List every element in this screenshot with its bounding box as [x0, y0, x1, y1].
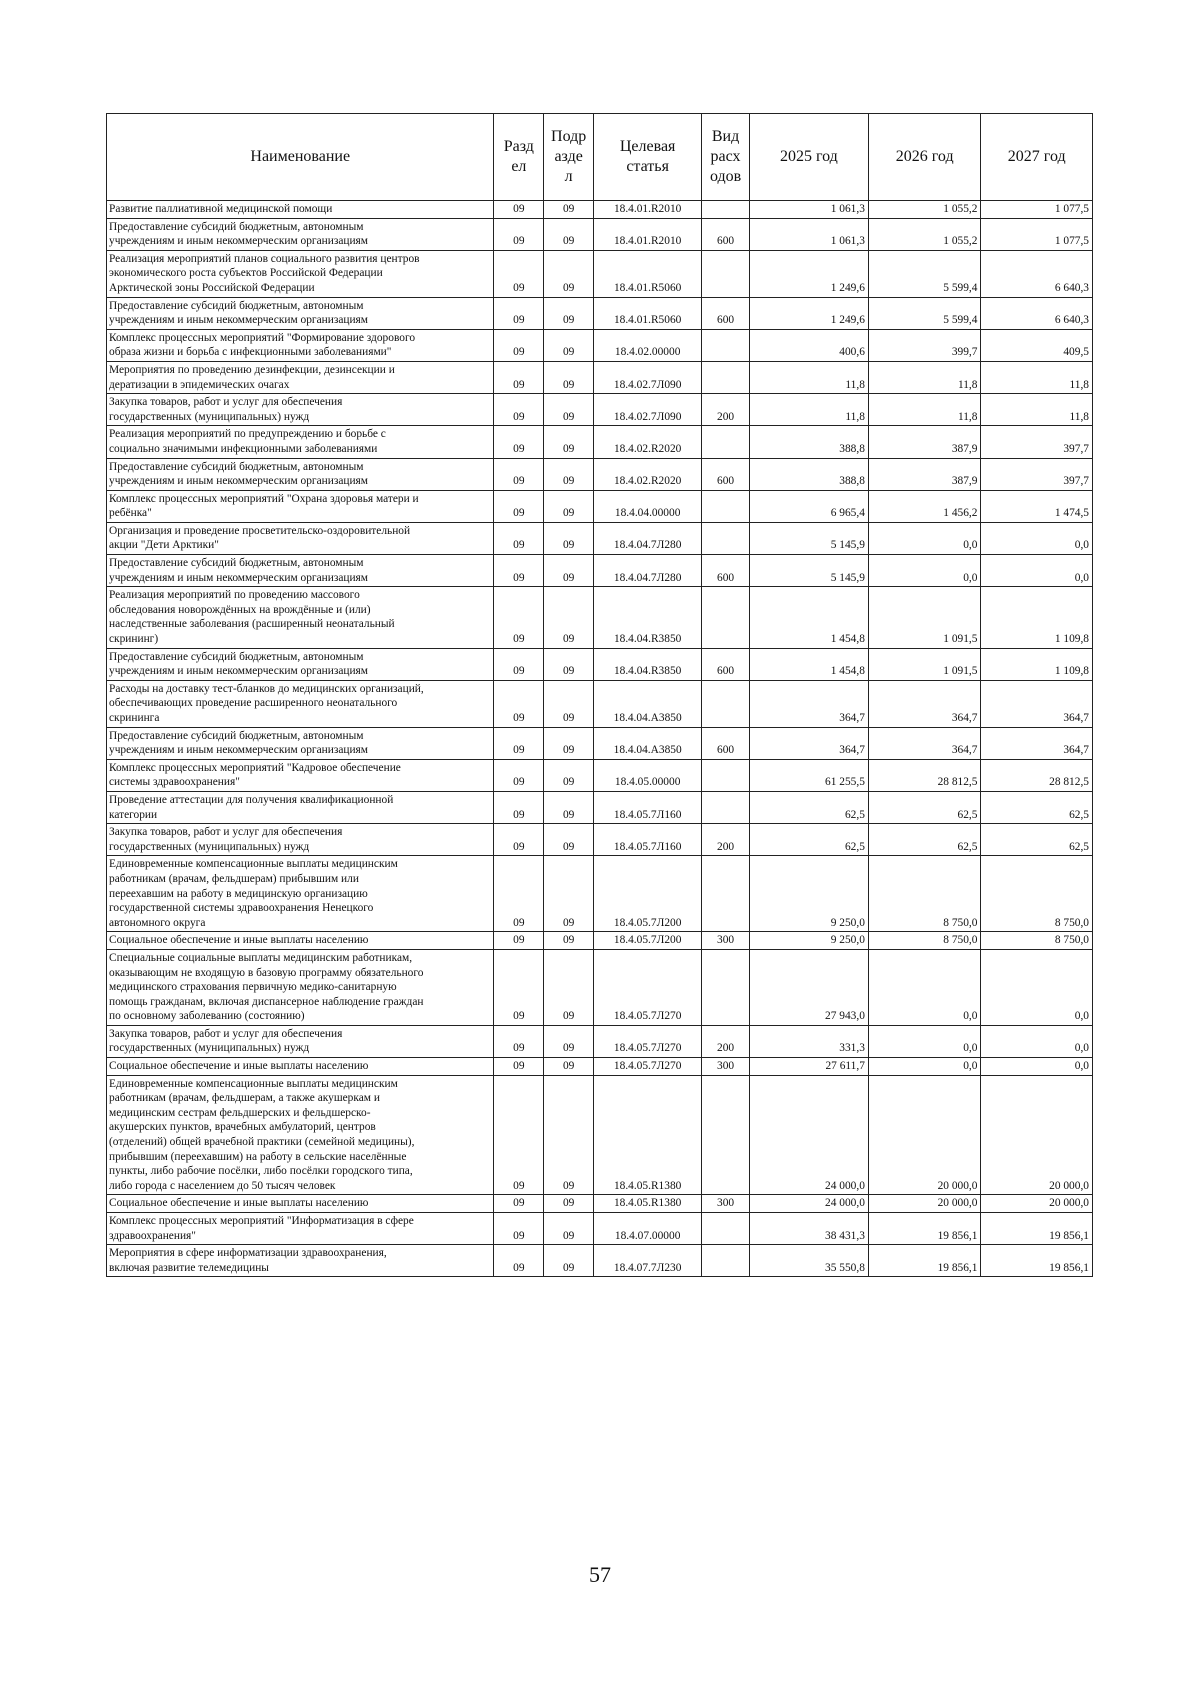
- row-target: 18.4.07.7Л230: [594, 1245, 702, 1277]
- row-target: 18.4.04.А3850: [594, 727, 702, 759]
- row-target: 18.4.05.R1380: [594, 1075, 702, 1195]
- row-2027: 8 750,0: [981, 856, 1093, 932]
- row-2025: 331,3: [749, 1025, 868, 1057]
- row-name: Предоставление субсидий бюджетным, автономным учреждениям и иным некоммерческим организациям: [107, 555, 494, 587]
- table-row: [107, 1075, 1093, 1195]
- row-2026: 0,0: [868, 522, 981, 554]
- row-vid: [702, 201, 750, 219]
- row-podrazdel: 09: [544, 1195, 594, 1213]
- col-header-target: Целевая статья: [594, 114, 702, 201]
- row-2026: 364,7: [868, 680, 981, 727]
- row-2027: 1 077,5: [981, 218, 1093, 250]
- row-2025: 364,7: [749, 727, 868, 759]
- row-podrazdel: 09: [544, 361, 594, 393]
- row-target: 18.4.05.7Л200: [594, 856, 702, 932]
- table-row: [107, 932, 1093, 950]
- row-razdel: 09: [494, 791, 544, 823]
- row-podrazdel: 09: [544, 329, 594, 361]
- row-2025: 1 249,6: [749, 297, 868, 329]
- row-target: 18.4.01.R2010: [594, 218, 702, 250]
- col-header-vid: Вид расх одов: [702, 114, 750, 201]
- table-row: [107, 759, 1093, 791]
- row-podrazdel: 09: [544, 1245, 594, 1277]
- row-podrazdel: 09: [544, 218, 594, 250]
- row-name: Закупка товаров, работ и услуг для обеспечения государственных (муниципальных) нужд: [107, 824, 494, 856]
- row-podrazdel: 09: [544, 587, 594, 648]
- row-name: Закупка товаров, работ и услуг для обеспечения государственных (муниципальных) нужд: [107, 1025, 494, 1057]
- row-2026: 11,8: [868, 394, 981, 426]
- table-row: [107, 361, 1093, 393]
- row-vid: 200: [702, 394, 750, 426]
- row-podrazdel: 09: [544, 648, 594, 680]
- row-2026: 5 599,4: [868, 297, 981, 329]
- row-vid: 300: [702, 932, 750, 950]
- col-header-razdel: Разд ел: [494, 114, 544, 201]
- row-podrazdel: 09: [544, 1025, 594, 1057]
- row-2027: 6 640,3: [981, 297, 1093, 329]
- row-2025: 62,5: [749, 791, 868, 823]
- row-2027: 11,8: [981, 361, 1093, 393]
- row-2027: 62,5: [981, 791, 1093, 823]
- row-razdel: 09: [494, 759, 544, 791]
- row-2027: 0,0: [981, 949, 1093, 1025]
- row-name: Мероприятия по проведению дезинфекции, дезинсекции и дератизации в эпидемических очагах: [107, 361, 494, 393]
- row-2027: 397,7: [981, 458, 1093, 490]
- row-2026: 19 856,1: [868, 1245, 981, 1277]
- table-row: [107, 587, 1093, 648]
- row-2027: 11,8: [981, 394, 1093, 426]
- row-vid: 600: [702, 218, 750, 250]
- row-2026: 1 091,5: [868, 587, 981, 648]
- row-podrazdel: 09: [544, 1213, 594, 1245]
- table-row: [107, 1025, 1093, 1057]
- row-razdel: 09: [494, 458, 544, 490]
- row-razdel: 09: [494, 1245, 544, 1277]
- table-row: [107, 201, 1093, 219]
- row-name: Специальные социальные выплаты медицинским работникам, оказывающим не входящую в базовую программу обязательного медицинского страхования первичную медико-санитарную помощь гражданам, включая диспансерное наблюдение граждан по основному заболеванию (состоянию): [107, 949, 494, 1025]
- row-vid: [702, 759, 750, 791]
- row-2026: 1 055,2: [868, 201, 981, 219]
- row-name: Реализация мероприятий по проведению массового обследования новорождённых на врождённые и (или) наследственные заболевания (расширенный неонатальный скрининг): [107, 587, 494, 648]
- row-2026: 0,0: [868, 1025, 981, 1057]
- row-2027: 0,0: [981, 522, 1093, 554]
- row-2026: 19 856,1: [868, 1213, 981, 1245]
- row-name: Комплекс процессных мероприятий "Информатизация в сфере здравоохранения": [107, 1213, 494, 1245]
- row-2025: 400,6: [749, 329, 868, 361]
- row-2025: 24 000,0: [749, 1195, 868, 1213]
- row-target: 18.4.04.7Л280: [594, 555, 702, 587]
- row-name: Единовременные компенсационные выплаты медицинским работникам (врачам, фельдшерам) прибывшим или переехавшим на работу в медицинскую организацию государственной системы здравоохранения Ненецкого автономного округа: [107, 856, 494, 932]
- row-target: 18.4.05.00000: [594, 759, 702, 791]
- row-2025: 38 431,3: [749, 1213, 868, 1245]
- table-row: [107, 824, 1093, 856]
- table-row: [107, 218, 1093, 250]
- row-vid: [702, 490, 750, 522]
- row-2026: 5 599,4: [868, 250, 981, 297]
- row-vid: 600: [702, 458, 750, 490]
- row-2027: 364,7: [981, 727, 1093, 759]
- row-target: 18.4.05.7Л160: [594, 824, 702, 856]
- table-row: [107, 490, 1093, 522]
- row-name: Организация и проведение просветительско-оздоровительной акции "Дети Арктики": [107, 522, 494, 554]
- row-vid: [702, 361, 750, 393]
- row-razdel: 09: [494, 250, 544, 297]
- row-vid: [702, 791, 750, 823]
- row-vid: 200: [702, 824, 750, 856]
- row-2027: 0,0: [981, 1025, 1093, 1057]
- table-row: [107, 949, 1093, 1025]
- table-body: [107, 201, 1093, 1277]
- table-row: [107, 1245, 1093, 1277]
- row-2026: 0,0: [868, 949, 981, 1025]
- row-name: Социальное обеспечение и иные выплаты населению: [107, 932, 494, 950]
- table-row: [107, 1213, 1093, 1245]
- row-2027: 19 856,1: [981, 1245, 1093, 1277]
- row-target: 18.4.05.7Л200: [594, 932, 702, 950]
- row-razdel: 09: [494, 949, 544, 1025]
- row-2026: 1 055,2: [868, 218, 981, 250]
- row-vid: [702, 949, 750, 1025]
- row-2026: 20 000,0: [868, 1075, 981, 1195]
- row-vid: 600: [702, 555, 750, 587]
- row-name: Реализация мероприятий планов социального развития центров экономического роста субъектов Российской Федерации Арктической зоны Российской Федерации: [107, 250, 494, 297]
- row-2025: 6 965,4: [749, 490, 868, 522]
- row-razdel: 09: [494, 648, 544, 680]
- table-row: [107, 555, 1093, 587]
- row-2025: 27 611,7: [749, 1058, 868, 1076]
- row-2027: 397,7: [981, 426, 1093, 458]
- table-row: [107, 1195, 1093, 1213]
- row-vid: 600: [702, 297, 750, 329]
- row-2026: 364,7: [868, 727, 981, 759]
- table-row: [107, 648, 1093, 680]
- row-2026: 8 750,0: [868, 856, 981, 932]
- col-header-name: Наименование: [107, 114, 494, 201]
- page-number: 57: [589, 1562, 611, 1587]
- row-razdel: 09: [494, 201, 544, 219]
- row-target: 18.4.02.R2020: [594, 458, 702, 490]
- row-vid: [702, 250, 750, 297]
- budget-table: [106, 113, 1093, 1277]
- row-2025: 9 250,0: [749, 932, 868, 950]
- row-name: Закупка товаров, работ и услуг для обеспечения государственных (муниципальных) нужд: [107, 394, 494, 426]
- row-2025: 5 145,9: [749, 555, 868, 587]
- row-name: Предоставление субсидий бюджетным, автономным учреждениям и иным некоммерческим организациям: [107, 218, 494, 250]
- row-razdel: 09: [494, 587, 544, 648]
- row-podrazdel: 09: [544, 297, 594, 329]
- table-row: [107, 727, 1093, 759]
- row-2025: 11,8: [749, 361, 868, 393]
- table-row: [107, 522, 1093, 554]
- row-podrazdel: 09: [544, 201, 594, 219]
- row-2026: 399,7: [868, 329, 981, 361]
- table-row: [107, 394, 1093, 426]
- row-razdel: 09: [494, 824, 544, 856]
- row-name: Социальное обеспечение и иные выплаты населению: [107, 1058, 494, 1076]
- row-2025: 11,8: [749, 394, 868, 426]
- row-2025: 388,8: [749, 458, 868, 490]
- row-2026: 28 812,5: [868, 759, 981, 791]
- row-name: Комплекс процессных мероприятий "Кадровое обеспечение системы здравоохранения": [107, 759, 494, 791]
- row-2027: 1 109,8: [981, 587, 1093, 648]
- row-podrazdel: 09: [544, 250, 594, 297]
- row-target: 18.4.04.R3850: [594, 587, 702, 648]
- row-target: 18.4.07.00000: [594, 1213, 702, 1245]
- row-target: 18.4.05.7Л270: [594, 1058, 702, 1076]
- row-2026: 0,0: [868, 555, 981, 587]
- row-name: Предоставление субсидий бюджетным, автономным учреждениям и иным некоммерческим организациям: [107, 458, 494, 490]
- row-2027: 0,0: [981, 1058, 1093, 1076]
- row-name: Мероприятия в сфере информатизации здравоохранения, включая развитие телемедицины: [107, 1245, 494, 1277]
- row-vid: 300: [702, 1195, 750, 1213]
- row-target: 18.4.04.R3850: [594, 648, 702, 680]
- row-2026: 20 000,0: [868, 1195, 981, 1213]
- row-vid: [702, 1075, 750, 1195]
- row-target: 18.4.04.7Л280: [594, 522, 702, 554]
- table-row: [107, 856, 1093, 932]
- row-2026: 1 456,2: [868, 490, 981, 522]
- row-podrazdel: 09: [544, 680, 594, 727]
- row-target: 18.4.04.А3850: [594, 680, 702, 727]
- row-podrazdel: 09: [544, 791, 594, 823]
- table-row: [107, 791, 1093, 823]
- table-row: [107, 426, 1093, 458]
- row-2025: 35 550,8: [749, 1245, 868, 1277]
- row-podrazdel: 09: [544, 759, 594, 791]
- row-podrazdel: 09: [544, 394, 594, 426]
- row-razdel: 09: [494, 1213, 544, 1245]
- row-target: 18.4.02.7Л090: [594, 361, 702, 393]
- col-header-2026: 2026 год: [868, 114, 981, 201]
- row-2025: 388,8: [749, 426, 868, 458]
- row-2026: 11,8: [868, 361, 981, 393]
- col-header-2027: 2027 год: [981, 114, 1093, 201]
- row-razdel: 09: [494, 680, 544, 727]
- col-header-2025: 2025 год: [749, 114, 868, 201]
- row-2027: 20 000,0: [981, 1075, 1093, 1195]
- row-vid: 600: [702, 727, 750, 759]
- row-name: Проведение аттестации для получения квалификационной категории: [107, 791, 494, 823]
- row-vid: [702, 680, 750, 727]
- row-target: 18.4.05.R1380: [594, 1195, 702, 1213]
- row-target: 18.4.01.R5060: [594, 297, 702, 329]
- row-vid: 300: [702, 1058, 750, 1076]
- row-name: Расходы на доставку тест-бланков до медицинских организаций, обеспечивающих проведение расширенного неонатального скрининга: [107, 680, 494, 727]
- row-name: Предоставление субсидий бюджетным, автономным учреждениям и иным некоммерческим организациям: [107, 727, 494, 759]
- row-podrazdel: 09: [544, 555, 594, 587]
- row-name: Комплекс процессных мероприятий "Формирование здорового образа жизни и борьба с инфекционными заболеваниями": [107, 329, 494, 361]
- row-podrazdel: 09: [544, 458, 594, 490]
- row-2027: 0,0: [981, 555, 1093, 587]
- table-row: [107, 458, 1093, 490]
- row-name: Предоставление субсидий бюджетным, автономным учреждениям и иным некоммерческим организациям: [107, 297, 494, 329]
- row-razdel: 09: [494, 361, 544, 393]
- col-header-podrazdel: Подр азде л: [544, 114, 594, 201]
- row-razdel: 09: [494, 932, 544, 950]
- row-2026: 62,5: [868, 824, 981, 856]
- row-razdel: 09: [494, 426, 544, 458]
- row-razdel: 09: [494, 1075, 544, 1195]
- row-2027: 1 474,5: [981, 490, 1093, 522]
- row-target: 18.4.02.R2020: [594, 426, 702, 458]
- row-2025: 364,7: [749, 680, 868, 727]
- row-razdel: 09: [494, 555, 544, 587]
- row-name: Предоставление субсидий бюджетным, автономным учреждениям и иным некоммерческим организациям: [107, 648, 494, 680]
- row-2026: 8 750,0: [868, 932, 981, 950]
- row-razdel: 09: [494, 727, 544, 759]
- row-2025: 9 250,0: [749, 856, 868, 932]
- row-2027: 20 000,0: [981, 1195, 1093, 1213]
- row-razdel: 09: [494, 394, 544, 426]
- row-target: 18.4.02.7Л090: [594, 394, 702, 426]
- row-2027: 364,7: [981, 680, 1093, 727]
- row-2027: 8 750,0: [981, 932, 1093, 950]
- row-2025: 1 249,6: [749, 250, 868, 297]
- row-2027: 1 109,8: [981, 648, 1093, 680]
- row-vid: [702, 856, 750, 932]
- row-vid: [702, 426, 750, 458]
- row-podrazdel: 09: [544, 1058, 594, 1076]
- row-podrazdel: 09: [544, 1075, 594, 1195]
- row-2027: 6 640,3: [981, 250, 1093, 297]
- row-vid: [702, 329, 750, 361]
- table-row: [107, 297, 1093, 329]
- row-target: 18.4.05.7Л270: [594, 949, 702, 1025]
- row-2027: 62,5: [981, 824, 1093, 856]
- row-name: Реализация мероприятий по предупреждению и борьбе с социально значимыми инфекционными заболеваниями: [107, 426, 494, 458]
- row-target: 18.4.01.R2010: [594, 201, 702, 219]
- row-razdel: 09: [494, 329, 544, 361]
- row-2025: 24 000,0: [749, 1075, 868, 1195]
- row-razdel: 09: [494, 490, 544, 522]
- row-razdel: 09: [494, 1058, 544, 1076]
- row-2026: 387,9: [868, 458, 981, 490]
- row-name: Социальное обеспечение и иные выплаты населению: [107, 1195, 494, 1213]
- row-2025: 61 255,5: [749, 759, 868, 791]
- row-2025: 1 061,3: [749, 218, 868, 250]
- row-2025: 1 454,8: [749, 587, 868, 648]
- row-2025: 1 454,8: [749, 648, 868, 680]
- row-podrazdel: 09: [544, 522, 594, 554]
- row-podrazdel: 09: [544, 949, 594, 1025]
- row-2027: 19 856,1: [981, 1213, 1093, 1245]
- row-vid: [702, 522, 750, 554]
- row-podrazdel: 09: [544, 426, 594, 458]
- row-razdel: 09: [494, 856, 544, 932]
- table-row: [107, 329, 1093, 361]
- row-target: 18.4.02.00000: [594, 329, 702, 361]
- row-2025: 1 061,3: [749, 201, 868, 219]
- row-podrazdel: 09: [544, 490, 594, 522]
- row-2026: 387,9: [868, 426, 981, 458]
- row-target: 18.4.04.00000: [594, 490, 702, 522]
- row-target: 18.4.01.R5060: [594, 250, 702, 297]
- row-razdel: 09: [494, 297, 544, 329]
- row-name: Комплекс процессных мероприятий "Охрана здоровья матери и ребёнка": [107, 490, 494, 522]
- row-vid: 200: [702, 1025, 750, 1057]
- row-razdel: 09: [494, 218, 544, 250]
- row-name: Развитие паллиативной медицинской помощи: [107, 201, 494, 219]
- row-podrazdel: 09: [544, 727, 594, 759]
- row-2026: 62,5: [868, 791, 981, 823]
- row-target: 18.4.05.7Л160: [594, 791, 702, 823]
- row-2027: 1 077,5: [981, 201, 1093, 219]
- row-vid: [702, 1245, 750, 1277]
- row-2027: 28 812,5: [981, 759, 1093, 791]
- row-vid: [702, 587, 750, 648]
- row-razdel: 09: [494, 522, 544, 554]
- row-2027: 409,5: [981, 329, 1093, 361]
- row-target: 18.4.05.7Л270: [594, 1025, 702, 1057]
- row-podrazdel: 09: [544, 932, 594, 950]
- row-podrazdel: 09: [544, 856, 594, 932]
- row-razdel: 09: [494, 1195, 544, 1213]
- table-header-row: [107, 114, 1093, 201]
- table-row: [107, 680, 1093, 727]
- row-2026: 1 091,5: [868, 648, 981, 680]
- table-row: [107, 1058, 1093, 1076]
- row-2026: 0,0: [868, 1058, 981, 1076]
- row-2025: 27 943,0: [749, 949, 868, 1025]
- row-podrazdel: 09: [544, 824, 594, 856]
- row-name: Единовременные компенсационные выплаты медицинским работникам (врачам, фельдшерам, а также акушеркам и медицинским сестрам фельдшерских и фельдшерско- акушерских пунктов, врачебных амбулаторий, центров (отделений) общей врачебной практики (семейной медицины), прибывшим (переехавшим) на работу в сельские населённые пункты, либо рабочие посёлки, либо посёлки городского типа, либо города с населением до 50 тысяч человек: [107, 1075, 494, 1195]
- row-vid: 600: [702, 648, 750, 680]
- row-2025: 62,5: [749, 824, 868, 856]
- row-2025: 5 145,9: [749, 522, 868, 554]
- table-row: [107, 250, 1093, 297]
- row-razdel: 09: [494, 1025, 544, 1057]
- row-vid: [702, 1213, 750, 1245]
